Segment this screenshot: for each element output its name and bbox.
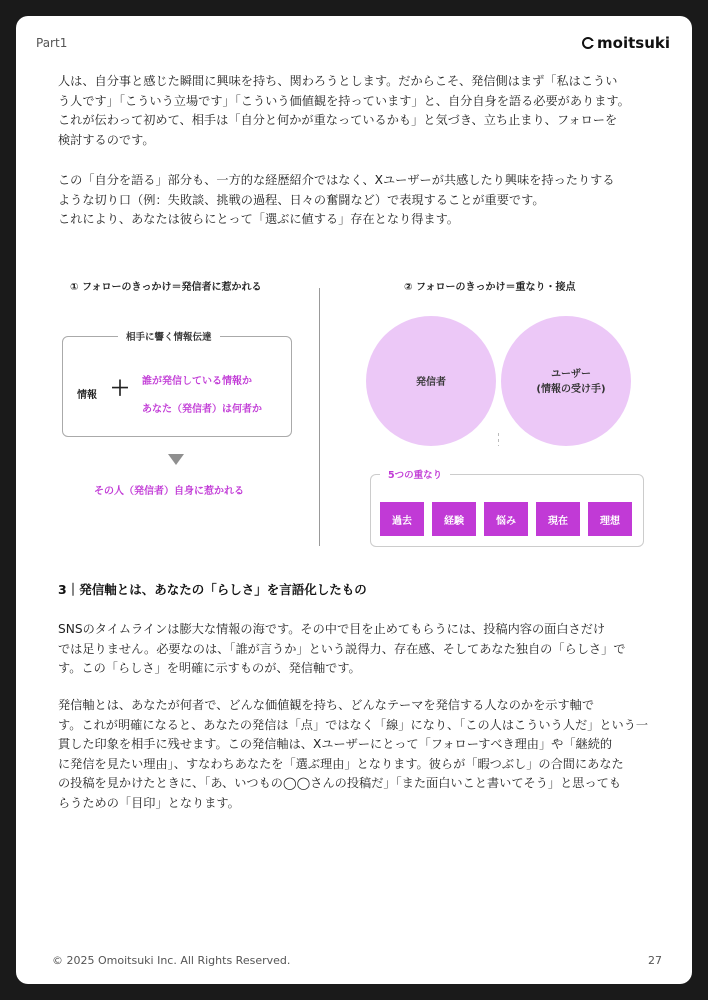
tag-past: 過去 [380, 502, 424, 536]
copyright: © 2025 Omoitsuki Inc. All Rights Reserved. [52, 954, 291, 967]
info-word: 情報 [77, 390, 97, 401]
tag-worries: 悩み [484, 502, 528, 536]
text-line: らうための「目印」となります。 [58, 795, 240, 810]
text-line: では足りません。必要なのは、「誰が言うか」という説得力、存在感、そしてあなた独自の「らしさ」で [58, 641, 626, 656]
tag-experience: 経験 [432, 502, 476, 536]
part-label: Part1 [36, 36, 68, 50]
item-who: 誰が発信している情報か [142, 376, 252, 387]
venn-circle-user [501, 316, 631, 446]
document-page [16, 16, 692, 984]
venn-label-user-sub: (情報の受け手) [536, 384, 606, 395]
intro-paragraph-2 [58, 171, 658, 230]
tag-present: 現在 [536, 502, 580, 536]
text-line: 発信軸とは、あなたが何者で、どんな価値観を持ち、どんなテーマを発信する人なのかを示す軸で [58, 698, 595, 712]
item-what: あなた（発信者）は何者か [142, 404, 262, 415]
figure-right-title: ② フォローのきっかけ＝重なり・接点 [404, 282, 576, 293]
text-line: これにより、あなたは彼らにとって「選ぶに値する」存在となり得ます。 [58, 212, 459, 227]
text-line: ような切り口（例：失敗談、挑戦の過程、日々の奮闘など）で表現することが重要です。 [58, 192, 545, 207]
tag-ideal: 理想 [588, 502, 632, 536]
plus-icon: ＋ [110, 376, 130, 400]
brand-logo [582, 34, 670, 52]
text-line: 検討するのです。 [58, 132, 155, 147]
logo-text: moitsuki [597, 34, 670, 52]
text-line: す。この「らしさ」を明確に示すものが、発信軸です。 [58, 661, 361, 676]
text-line: う人です」「こういう立場です」「こういう価値観を持っています」と、自分自身を語る必要があります。 [58, 93, 630, 108]
figure-left-result: その人（発信者）自身に惹かれる [94, 486, 244, 497]
figure-divider [319, 288, 320, 546]
venn-label-sender: 発信者 [416, 377, 446, 388]
venn-label-user: ユーザー [551, 369, 591, 380]
text-line: に発信を見たい理由」、すなわちあなたを「選ぶ理由」となります。彼らが「暇つぶし」の合間にあなた [58, 756, 624, 771]
text-line: 貫した印象を相手に残せます。この発信軸は、Xユーザーにとって「フォローすべき理由」や「継続的 [58, 737, 613, 752]
text-line: の投稿を見かけたときに、「あ、いつもの◯◯さんの投稿だ」「また面白いこと書いてそう」と思っても [58, 776, 622, 791]
section-heading: 3｜発信軸とは、あなたの「らしさ」を言語化したもの [58, 582, 367, 597]
venn-diagram [366, 301, 636, 446]
down-arrow-icon [168, 454, 184, 465]
overlap-label: 5つの重なり [380, 467, 450, 481]
text-line: SNSのタイムラインは膨大な情報の海です。その中で目を止めてもらうには、投稿内容の面白さだけ [58, 622, 606, 636]
intro-paragraph-1 [58, 72, 658, 150]
page-number: 27 [648, 954, 662, 967]
info-box-label: 相手に響く情報伝達 [118, 329, 220, 343]
section3-paragraph-2 [58, 696, 658, 814]
text-line: 人は、自分事と感じた瞬間に興味を持ち、関わろうとします。だからこそ、発信側はまず「私はこうい [58, 74, 618, 88]
text-line: す。これが明確になると、あなたの発信は「点」ではなく「線」になり、「この人はこういう人だ」という一 [58, 717, 649, 732]
figure-left-title: ① フォローのきっかけ＝発信者に惹かれる [70, 282, 262, 293]
section3-paragraph-1 [58, 620, 658, 679]
text-line: この「自分を語る」部分も、一方的な経歴紹介ではなく、Xユーザーが共感したり興味を持ったりする [58, 173, 615, 187]
text-line: これが伝わって初めて、相手は「自分と何かが重なっているかも」と気づき、立ち止まり、フォローを [58, 113, 618, 128]
logo-mark-icon [582, 37, 594, 49]
